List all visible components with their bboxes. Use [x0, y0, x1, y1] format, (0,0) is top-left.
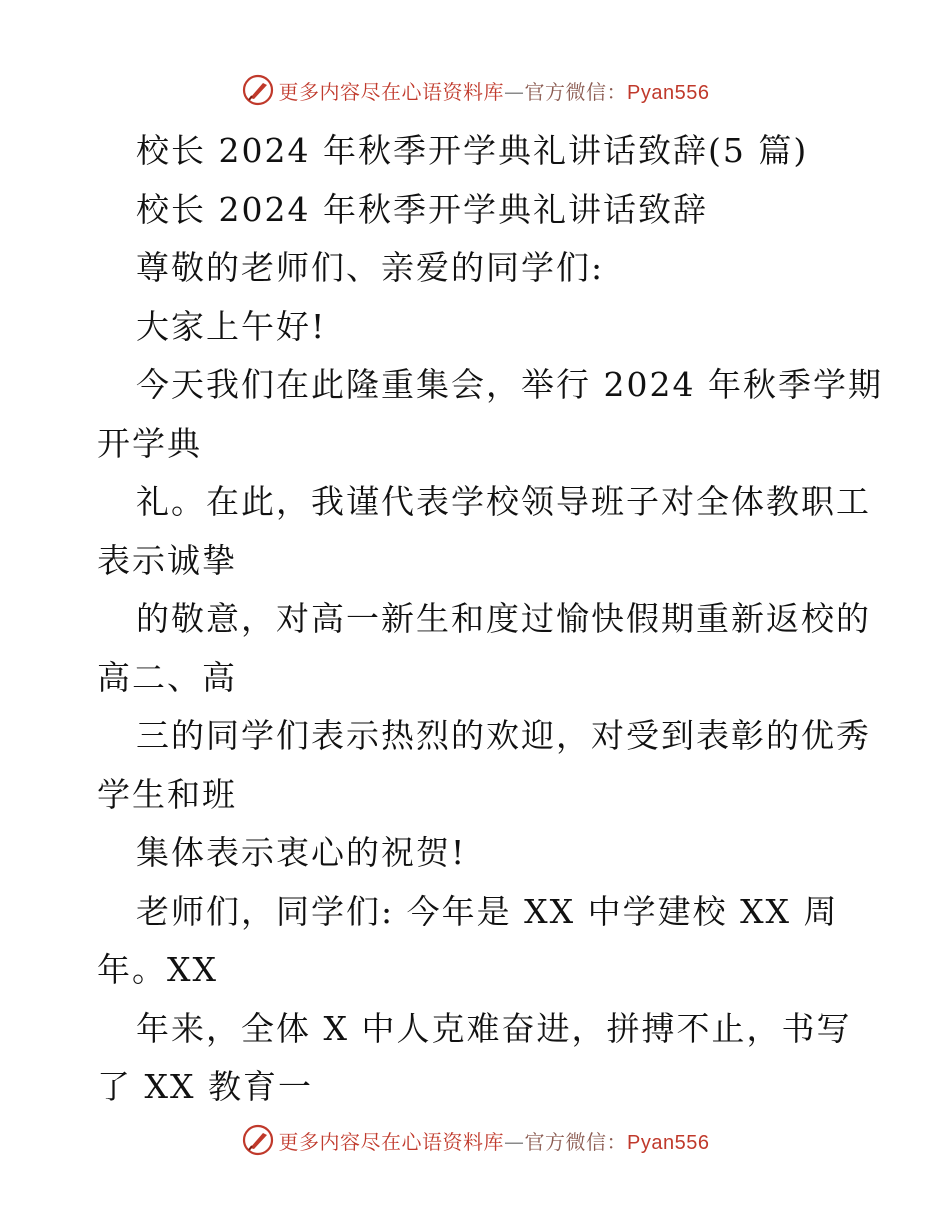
watermark-brand: 更多内容尽在心语资料库: [278, 1129, 505, 1154]
document-line: 校长 2024 年秋季开学典礼讲话致辞: [136, 189, 708, 229]
document-line: 表示诚挚: [97, 540, 237, 580]
document-line: 今天我们在此隆重集会，举行 2024 年秋季学期: [136, 365, 883, 404]
document-line: 开学典: [97, 423, 202, 463]
watermark-separator: —: [504, 79, 525, 104]
quill-logo-icon: [241, 1123, 275, 1157]
watermark-text: [279, 1126, 710, 1155]
document-line: 年来，全体 X 中人克难奋进，拼搏不止，书写: [136, 1008, 852, 1048]
document-line: 了 XX 教育一: [97, 1067, 313, 1106]
footer-watermark: [0, 1120, 950, 1160]
watermark-text: [279, 76, 710, 105]
document-title: 校长 2024 年秋季开学典礼讲话致辞(5 篇): [136, 131, 809, 170]
watermark-wechat-id: Pyan556: [627, 1131, 710, 1154]
document-line: 老师们，同学们: 今年是 XX 中学建校 XX 周: [136, 891, 839, 931]
watermark-label: 官方微信：: [524, 1129, 628, 1154]
watermark-label: 官方微信：: [524, 79, 628, 104]
quill-logo-icon: [241, 73, 275, 107]
watermark-wechat-id: Pyan556: [627, 81, 710, 104]
document-line: 大家上午好!: [136, 306, 327, 346]
watermark-separator: —: [504, 1129, 525, 1154]
document-line: 集体表示衷心的祝贺!: [136, 833, 467, 872]
document-line: 的敬意，对高一新生和度过愉快假期重新返校的: [136, 599, 871, 638]
document-line: 学生和班: [97, 774, 237, 814]
header-watermark: [0, 70, 950, 110]
document-line: 尊敬的老师们、亲爱的同学们:: [136, 248, 605, 287]
watermark-brand: 更多内容尽在心语资料库: [278, 79, 505, 104]
document-body: [97, 122, 883, 1117]
document-line: 年。XX: [97, 950, 218, 989]
document-line: 三的同学们表示热烈的欢迎，对受到表彰的优秀: [136, 716, 871, 755]
document-line: 礼。在此，我谨代表学校领导班子对全体教职工: [136, 482, 871, 521]
document-line: 高二、高: [97, 657, 237, 697]
